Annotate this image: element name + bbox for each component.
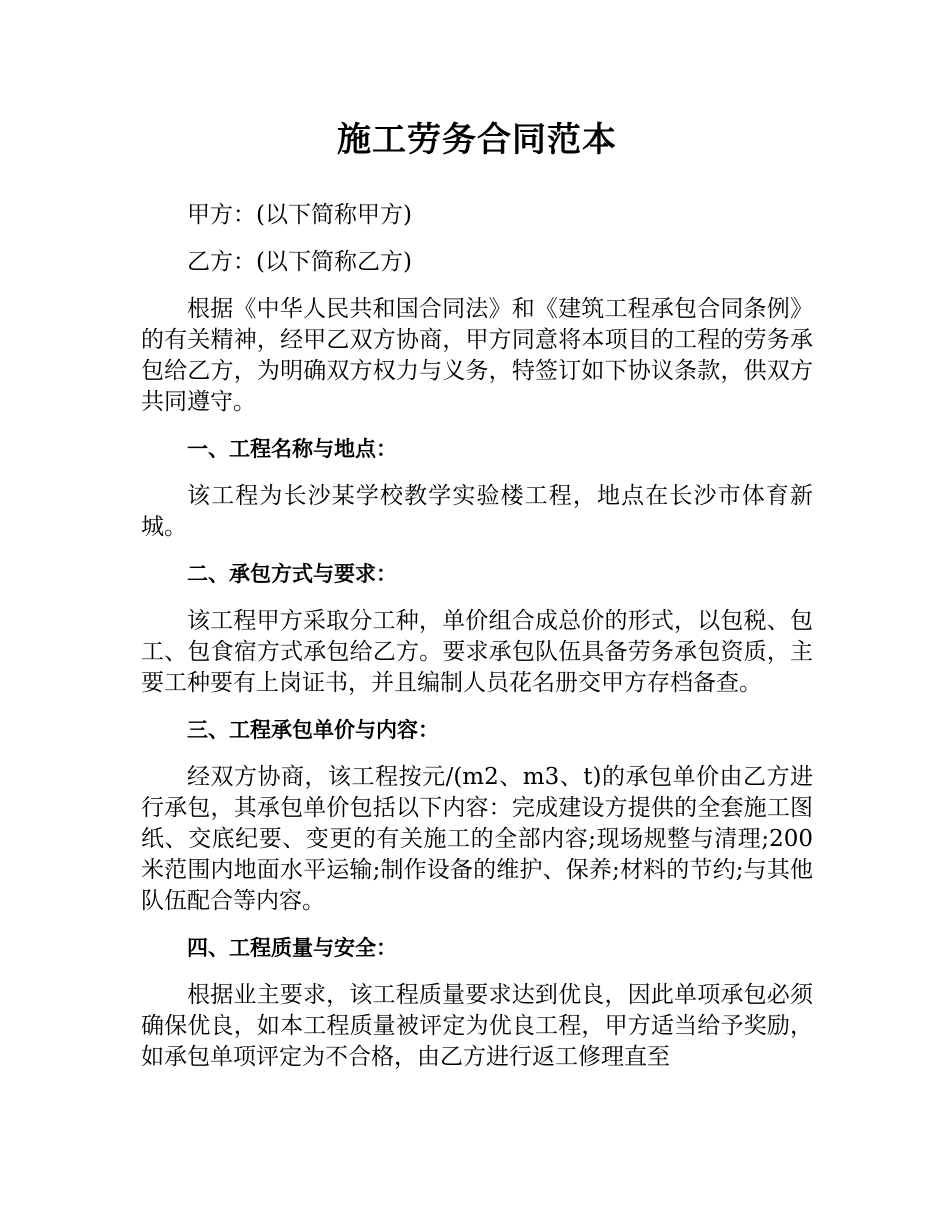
section-body-4: 根据业主要求，该工程质量要求达到优良，因此单项承包必须确保优良，如本工程质量被评定为优良工程，甲方适当给予奖励，如承包单项评定为不合格，由乙方进行返工修理直至 xyxy=(141,982,813,1070)
intro-paragraph: 根据《中华人民共和国合同法》和《建筑工程承包合同条例》的有关精神，经甲乙双方协商，甲方同意将本项目的工程的劳务承包给乙方，为明确双方权力与义务，特签订如下协议条款，供双方共同遵守。 xyxy=(141,296,813,415)
party-b-line: 乙方：(以下简称乙方) xyxy=(187,249,412,275)
document-title: 施工劳务合同范本 xyxy=(337,120,617,160)
section-heading-1: 一、工程名称与地点： xyxy=(187,437,397,461)
section-heading-3: 三、工程承包单价与内容： xyxy=(187,718,439,742)
section-body-2: 该工程甲方采取分工种，单价组合成总价的形式，以包税、包工、包食宿方式承包给乙方。要求承包队伍具备劳务承包资质，主要工种要有上岗证书，并且编制人员花名册交甲方存档备查。 xyxy=(141,608,813,696)
section-heading-2: 二、承包方式与要求： xyxy=(187,562,397,586)
section-body-3: 经双方协商，该工程按元/(m2、m3、t)的承包单价由乙方进行承包，其承包单价包括以下内容：完成建设方提供的全套施工图纸、交底纪要、变更的有关施工的全部内容;现场规整与清理;200米范围内地面水平运输;制作设备的维护、保养;材料的节约;与其他队伍配合等内容。 xyxy=(141,764,813,914)
section-heading-4: 四、工程质量与安全： xyxy=(187,936,397,960)
party-a-line: 甲方：(以下简称甲方) xyxy=(187,202,412,228)
document-page xyxy=(141,110,813,1089)
section-body-1: 该工程为长沙某学校教学实验楼工程，地点在长沙市体育新城。 xyxy=(141,483,813,540)
